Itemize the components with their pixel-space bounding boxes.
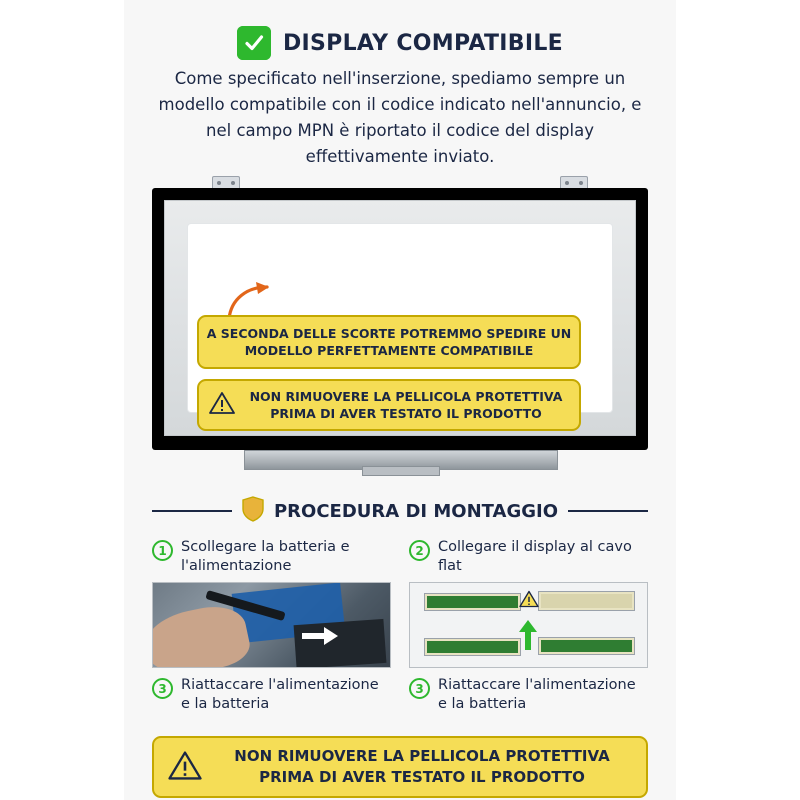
bottom-warning-text: NON RIMUOVERE LA PELLICOLA PROTETTIVA PRIMA DI AVER TESTATO IL PRODOTTO [234,747,610,786]
step-item [409,676,648,714]
divider-left [152,510,232,512]
warning-triangle-icon [209,391,235,419]
flat-cable-connector [538,591,635,611]
step-number: 2 [409,540,430,561]
procedure-header [152,496,648,526]
step-text: Scollegare la batteria e l'alimentazione [181,539,350,574]
procedure-steps [152,538,648,720]
step-item [409,538,648,576]
procedure-column-1 [152,538,391,720]
step-item [152,538,391,576]
infographic-sheet [124,0,676,800]
procedure-title: PROCEDURA DI MONTAGGIO [273,500,559,522]
procedure-column-2 [409,538,648,720]
compatibility-banner: A SECONDA DELLE SCORTE POTREMMO SPEDIRE UN MODELLO PERFETTAMENTE COMPATIBILE [197,315,581,369]
display-panel-illustration [152,176,648,476]
panel-bezel [152,188,648,450]
step-text: Riattaccare l'alimentazione e la batteria [181,677,379,712]
up-arrow-icon [519,620,537,654]
step-number: 3 [152,678,173,699]
warning-triangle-icon [168,750,202,785]
bottom-warning-banner [152,736,648,798]
panel-connector [362,466,440,476]
flat-cable-photo [409,582,648,668]
page-title: DISPLAY COMPATIBILE [282,30,563,56]
warning-triangle-icon [519,590,539,612]
intro-text: Come specificato nell'inserzione, spediamo sempre un modello compatibile con il codice indicato nell'annuncio, e nel campo MPN è riportato il codice del display effettivamente inviato. [158,69,642,166]
flat-cable-strip-2 [424,638,521,656]
step-number: 1 [152,540,173,561]
flat-cable-strip-3 [538,637,635,655]
step-item [152,676,391,714]
panel-screen [164,200,636,436]
laptop-internals-photo [152,582,391,668]
step-number: 3 [409,678,430,699]
protective-film-banner-text: NON RIMUOVERE LA PELLICOLA PROTETTIVA PRIMA DI AVER TESTATO IL PRODOTTO [249,389,563,421]
header [124,26,676,60]
shield-icon [242,496,264,526]
check-icon [237,26,271,60]
divider-right [568,510,648,512]
white-arrow-icon [302,627,338,649]
flat-cable-strip [424,593,521,611]
protective-film-banner [197,379,581,431]
step-text: Collegare il display al cavo flat [438,539,632,574]
step-text: Riattaccare l'alimentazione e la batteria [438,677,636,712]
